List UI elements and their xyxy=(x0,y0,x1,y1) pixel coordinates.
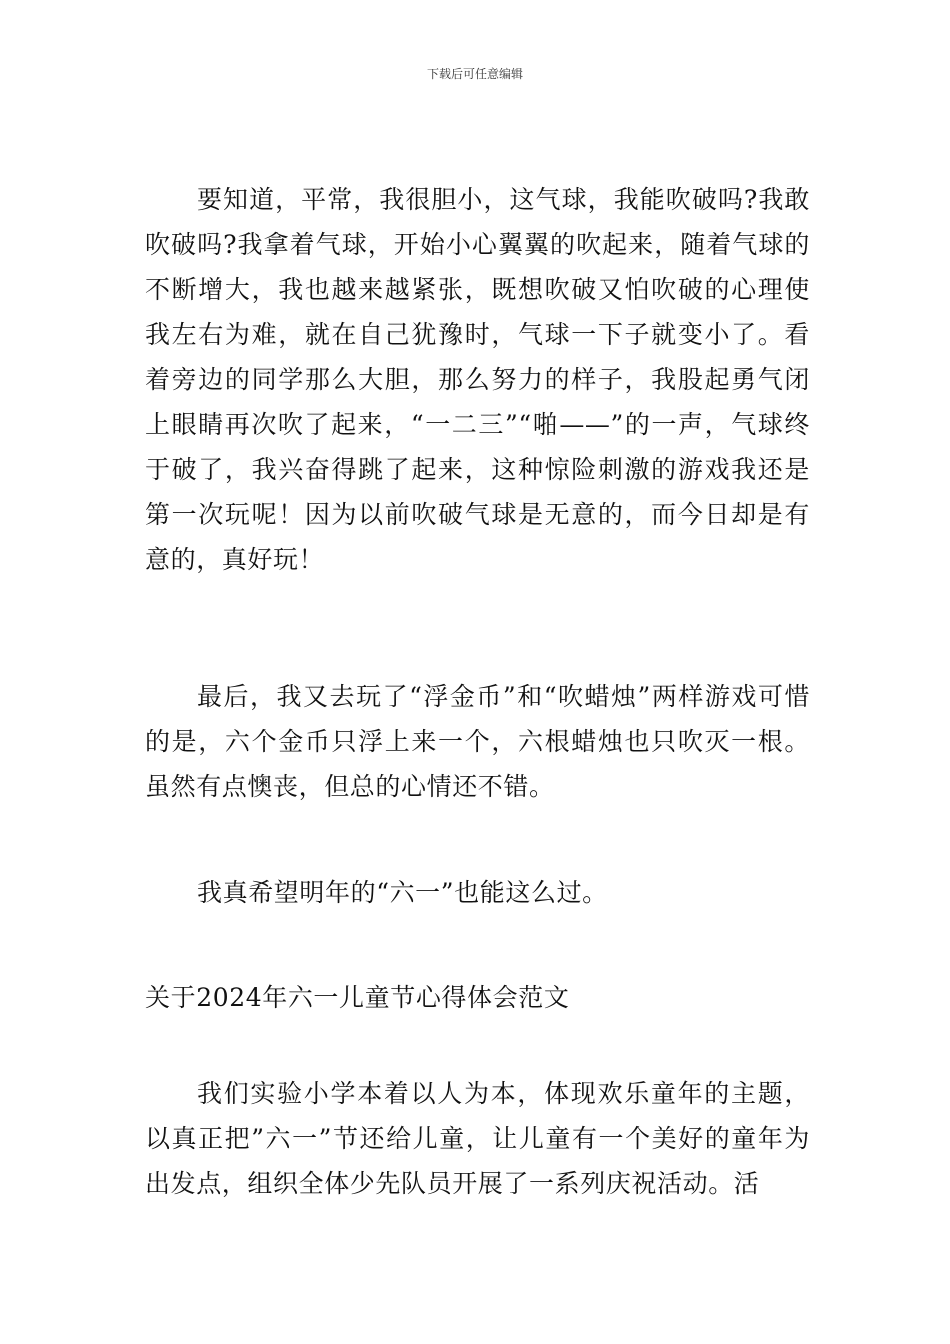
paragraph-wish: 我真希望明年的“六一”也能这么过。 xyxy=(197,878,608,907)
paragraph-balloon: 要知道，平常，我很胆小，这气球，我能吹破吗?我敢吹破吗?我拿着气球，开始小心翼翼的吹起来，随着气球的不断增大，我也越来越紧张，既想吹破又怕吹破的心理使我左右为难，就在自己犹豫时，气球一下子就变小了。看着旁边的同学那么大胆，那么努力的样子，我股起勇气闭上眼睛再次吹了起来，“一二三”“啪——”的一声，气球终于破了，我兴奋得跳了起来，这种惊险刺激的游戏我还是第一次玩呢！因为以前吹破气球是无意的，而今日却是有意的，真好玩！ xyxy=(145,185,810,574)
page-header: 下载后可任意编辑 xyxy=(426,67,523,81)
paragraph-games: 最后，我又去玩了“浮金币”和“吹蜡烛”两样游戏可惜的是，六个金币只浮上来一个，六根蜡烛也只吹灭一根。虽然有点懊丧，但总的心情还不错。 xyxy=(145,682,810,801)
paragraph-school: 我们实验小学本着以人为本，体现欢乐童年的主题，以真正把”六一”节还给儿童，让儿童有一个美好的童年为出发点，组织全体少先队员开展了一系列庆祝活动。活 xyxy=(145,1079,810,1198)
section-heading: 关于2024年六一儿童节心得体会范文 xyxy=(145,983,570,1012)
